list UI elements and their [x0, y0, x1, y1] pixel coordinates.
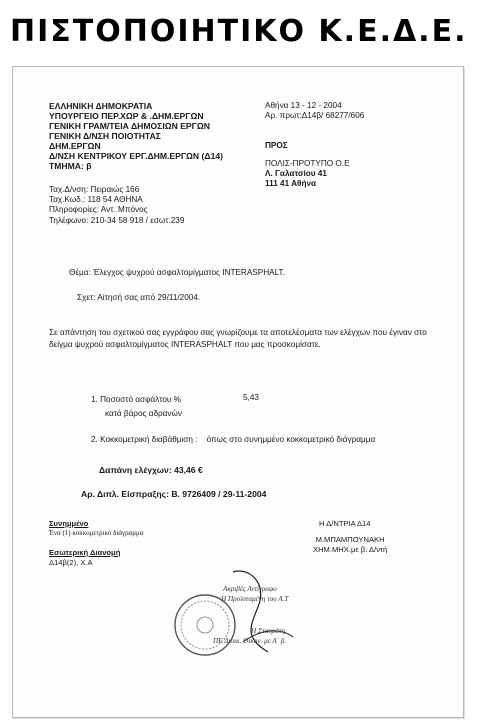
body-paragraph: Σε απάντηση του σχετικού σας εγγράφου σας γνωρίζουμε τα αποτελέσματα των ελέγχων που έγιναν στο δείγμα ψυχρού ασφαλτομίγματος INTERASPHALT που μας προσκομίσατε.	[49, 328, 427, 349]
result-item-2	[91, 435, 375, 444]
stamp-line-2: Η Προϊσταμένη του Α.Τ	[221, 595, 289, 603]
document-banner-title: ΠΙΣΤΟΠΟΙΗΤΙΚΟ Κ.Ε.Δ.Ε.	[10, 14, 468, 49]
signatory-role: ΧΗΜ.ΜΗΧ.με β. Δ/ντή	[313, 545, 388, 554]
inspection-cost: Δαπάνη ελέγχων: 43,46 €	[99, 465, 203, 475]
subject-line: Θέμα: Έλεγχος ψυχρού ασφαλτομίγματος INTERASPHALT.	[69, 268, 285, 277]
distribution-text: Δ14β(2), Χ.Α	[49, 558, 93, 567]
issuer-line: ΤΜΗΜΑ: β	[49, 161, 92, 171]
to-label: ΠΡΟΣ	[265, 141, 288, 150]
result-item-1-sublabel: κατά βάρος αδρανών	[105, 409, 182, 418]
stamp-line-4: ΠΕ Διοικ. Οικον. με Α΄ β.	[213, 637, 287, 645]
date-protocol-block	[265, 101, 364, 121]
recipient-name: ΠΟΛΙΣ-ΠΡΟΤΥΠΟ Ο.Ε	[265, 159, 350, 168]
issuer-line: Δ/ΝΣΗ ΚΕΝΤΡΙΚΟΥ ΕΡΓ.ΔΗΜ.ΕΡΓΩΝ (Δ14)	[49, 151, 223, 161]
enclosed-heading: Συνημμένο	[49, 519, 89, 528]
recipient-block	[265, 159, 350, 189]
official-stamp-seal	[173, 567, 323, 667]
signatory-name: Μ.ΜΠΑΜΠΟΥΝΑΚΗ	[315, 535, 385, 544]
signatory-block	[313, 535, 387, 555]
enclosed-text: Ένα (1) κοκκομετρικό διάγραμμα	[49, 529, 144, 537]
distribution-heading: Εσωτερική Διανομή	[49, 548, 121, 557]
letter-date: Αθήνα 13 - 12 - 2004	[265, 101, 342, 110]
contact-line: Πληροφορίες: Αντ. Μπόνος	[49, 205, 148, 215]
contact-block	[49, 185, 184, 226]
letter-page	[12, 66, 464, 718]
contact-line: Τηλέφωνο: 210-34 58 918 / εσωτ.239	[49, 215, 185, 225]
stamp-line-1: Ακριβές Αντίγραφο	[223, 585, 277, 593]
issuer-line: ΔΗΜ.ΕΡΓΩΝ	[49, 141, 101, 151]
recipient-city: 111 41 Αθήνα	[265, 179, 317, 188]
stamp-line-3: Η Σταυράτη	[251, 627, 286, 635]
issuer-line: ΥΠΟΥΡΓΕΙΟ ΠΕΡ.ΧΩΡ & .ΔΗΜ.ΕΡΓΩΝ	[49, 111, 204, 121]
issuer-line: ΓΕΝΙΚΗ ΓΡΑΜ/ΤΕΙΑ ΔΗΜΟΣΙΩΝ ΕΡΓΩΝ	[49, 121, 210, 131]
result-item-2-value: όπως στο συνημμένο κοκκομετρικό διάγραμμα	[206, 435, 376, 444]
contact-line: Ταχ.Κωδ.: 118 54 ΑΘΗΝΑ	[49, 195, 143, 205]
receipt-number: Αρ. Διπλ. Είσπραξης: Β. 9726409 / 29-11-2004	[81, 489, 267, 499]
contact-line: Ταχ.Δ/νση: Πειραιώς 166	[49, 185, 140, 194]
protocol-number: Αρ. πρωτ:Δ14β/ 68277/606	[265, 111, 365, 120]
issuer-line: ΓΕΝΙΚΗ Δ/ΝΣΗ ΠΟΙΟΤΗΤΑΣ	[49, 131, 161, 141]
result-item-1-label: 1. Ποσοστό ασφάλτου %	[91, 395, 181, 404]
reference-line: Σχετ: Αίτησή σας από 29/11/2004.	[77, 293, 201, 302]
result-item-1-value: 5,43	[243, 393, 259, 402]
issuer-line: ΕΛΛΗΝΙΚΗ ΔΗΜΟΚΡΑΤΙΑ	[49, 101, 153, 111]
result-item-2-label: 2. Κοκκομετρική διαβάθμιση :	[91, 435, 198, 444]
result-item-1	[91, 393, 182, 421]
signatory-title: Η Δ/ΝΤΡΙΑ Δ14	[319, 519, 371, 528]
recipient-street: Λ. Γαλατσίου 41	[265, 169, 327, 178]
issuer-header	[49, 101, 223, 171]
